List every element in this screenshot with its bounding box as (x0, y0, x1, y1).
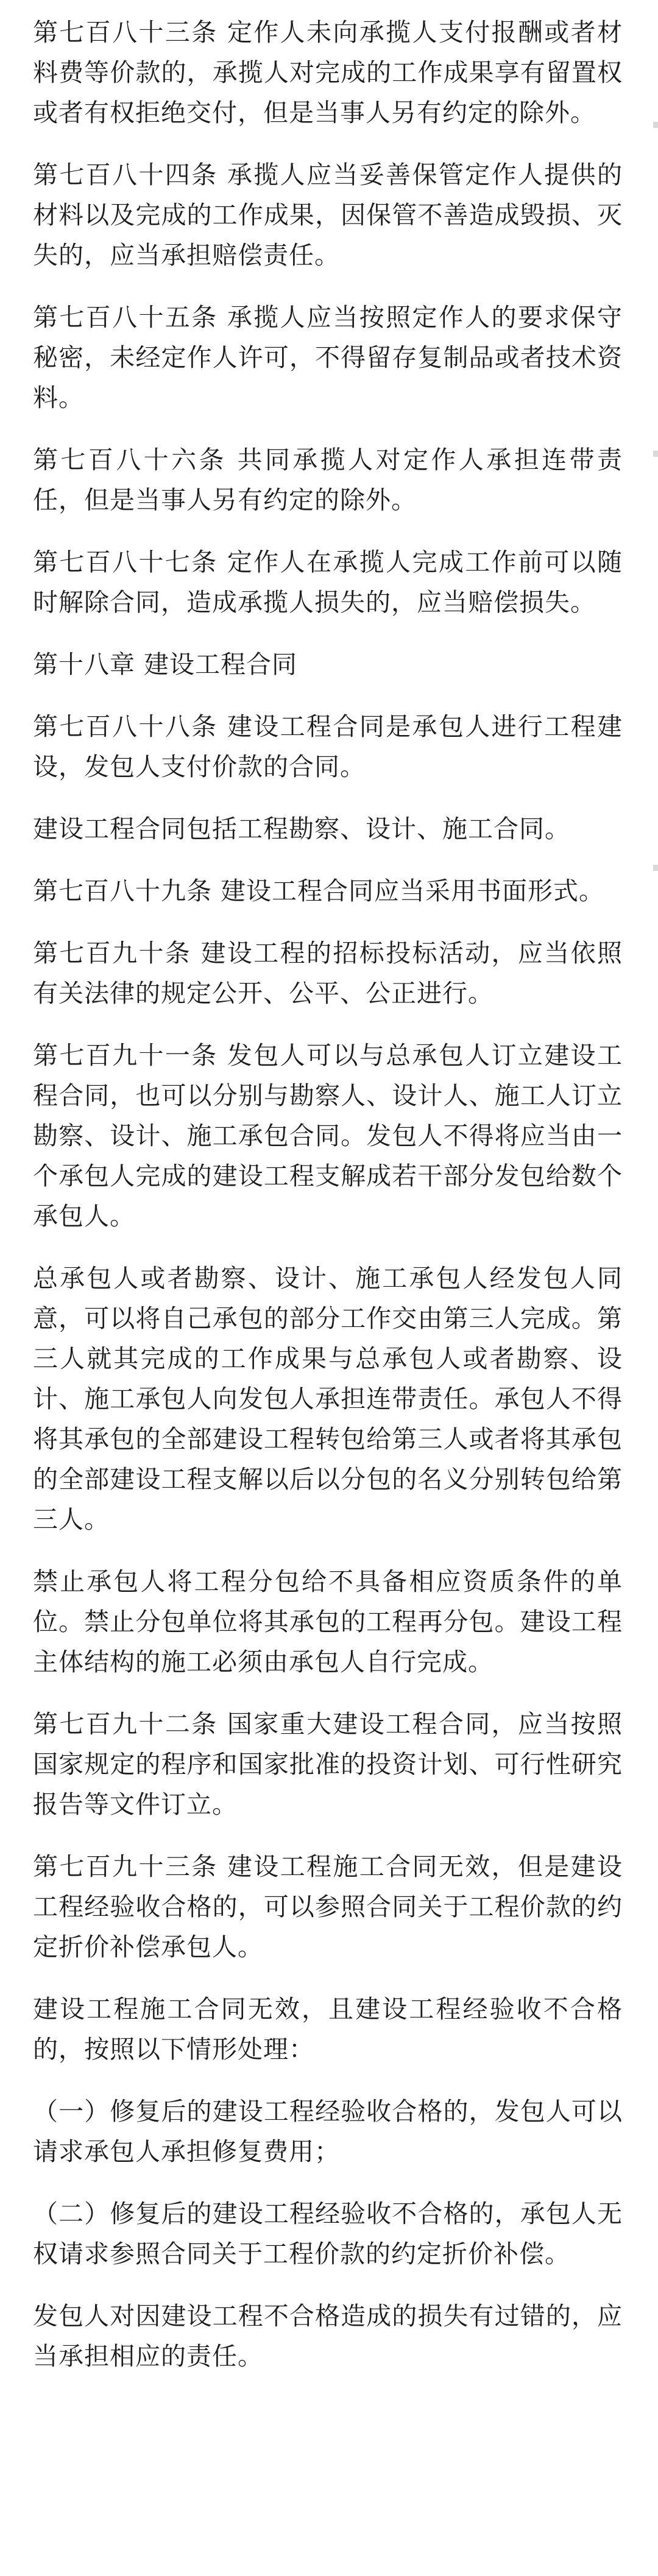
scroll-marker (653, 122, 658, 128)
article-791: 第七百九十一条 发包人可以与总承包人订立建设工程合同，也可以分别与勘察人、设计人、施工人订立勘察、设计、施工承包合同。发包人不得将应当由一个承包人完成的建设工程支解成若干部分发包给数个承包人。 (33, 1041, 623, 1231)
article-789: 第七百八十九条 建设工程合同应当采用书面形式。 (33, 876, 605, 906)
article-793-paragraph-3: 发包人对因建设工程不合格造成的损失有过错的，应当承担相应的责任。 (33, 2301, 623, 2371)
article-793-item-2: （二）修复后的建设工程经验收不合格的，承包人无权请求参照合同关于工程价款的约定折价补偿。 (33, 2199, 623, 2268)
scroll-marker (653, 865, 658, 871)
article-790: 第七百九十条 建设工程的招标投标活动，应当依照有关法律的规定公开、公平、公正进行。 (33, 938, 623, 1008)
article-791-paragraph-2: 总承包人或者勘察、设计、施工承包人经发包人同意，可以将自己承包的部分工作交由第三人完成。第三人就其完成的工作成果与总承包人或者勘察、设计、施工承包人向发包人承担连带责任。承包人不得将其承包的全部建设工程转包给第三人或者将其承包的全部建设工程支解以后以分包的名义分别转包给第三人。 (33, 1264, 623, 1534)
article-783: 第七百八十三条 定作人未向承揽人支付报酬或者材料费等价款的，承揽人对完成的工作成果享有留置权或者有权拒绝交付，但是当事人另有约定的除外。 (33, 18, 623, 127)
article-787: 第七百八十七条 定作人在承揽人完成工作前可以随时解除合同，造成承揽人损失的，应当赔偿损失。 (33, 547, 623, 617)
article-793-paragraph-2: 建设工程施工合同无效，且建设工程经验收不合格的，按照以下情形处理： (33, 1994, 623, 2064)
article-788-paragraph-2: 建设工程合同包括工程勘察、设计、施工合同。 (33, 814, 570, 843)
article-788: 第七百八十八条 建设工程合同是承包人进行工程建设，发包人支付价款的合同。 (33, 712, 623, 781)
article-792: 第七百九十二条 国家重大建设工程合同，应当按照国家规定的程序和国家批准的投资计划、可行性研究报告等文件订立。 (33, 1709, 623, 1819)
article-786: 第七百八十六条 共同承揽人对定作人承担连带责任，但是当事人另有约定的除外。 (33, 445, 623, 515)
article-791-paragraph-3: 禁止承包人将工程分包给不具备相应资质条件的单位。禁止分包单位将其承包的工程再分包。建设工程主体结构的施工必须由承包人自行完成。 (33, 1567, 623, 1677)
chapter-heading: 第十八章 建设工程合同 (33, 650, 298, 679)
article-793: 第七百九十三条 建设工程施工合同无效，但是建设工程经验收合格的，可以参照合同关于工程价款的约定折价补偿承包人。 (33, 1852, 623, 1962)
article-784: 第七百八十四条 承揽人应当妥善保管定作人提供的材料以及完成的工作成果，因保管不善造成毁损、灭失的，应当承担赔偿责任。 (33, 160, 623, 270)
article-785: 第七百八十五条 承揽人应当按照定作人的要求保守秘密，未经定作人许可，不得留存复制品或者技术资料。 (33, 303, 623, 412)
article-793-item-1: （一）修复后的建设工程经验收合格的，发包人可以请求承包人承担修复费用； (33, 2097, 623, 2166)
scroll-marker (653, 451, 658, 457)
